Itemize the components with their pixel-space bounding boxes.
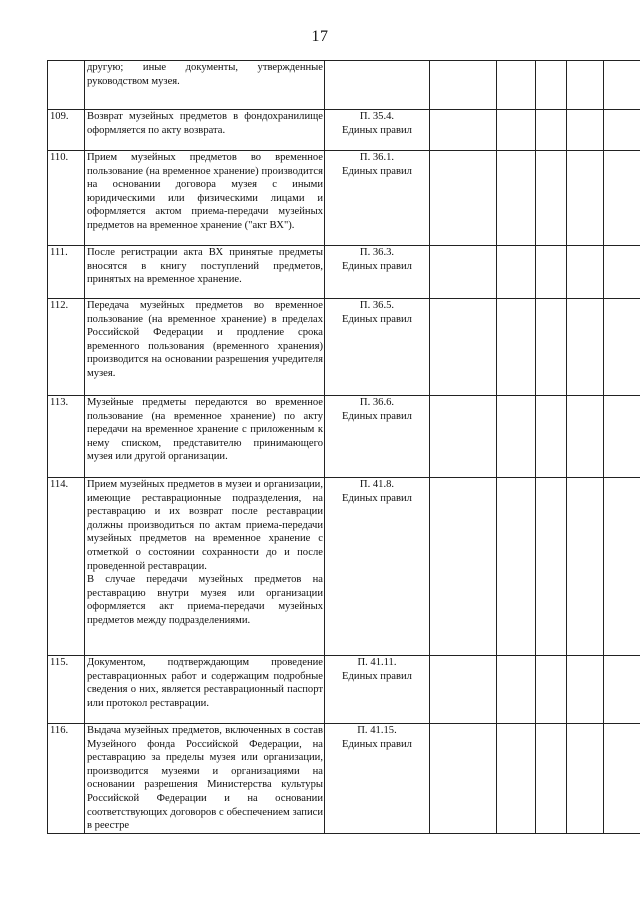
requirement-paragraph: Передача музейных предметов во временное пользование (на временное хранение) в пределах Российской Федерации и продление срока временного пользования (временного хранения) производится на основании разрешения учредителя музея. <box>87 300 323 379</box>
requirement-paragraph: После регистрации акта ВХ принятые предметы вносятся в книгу поступлений предметов, принятых на временное хранение. <box>87 247 323 286</box>
empty-cell <box>430 396 497 478</box>
table-row <box>48 396 640 478</box>
empty-cell <box>430 151 497 246</box>
empty-cell <box>536 246 567 299</box>
requirement-text <box>85 656 325 724</box>
row-number: 114. <box>48 478 85 656</box>
row-number: 115. <box>48 656 85 724</box>
empty-cell <box>497 110 536 151</box>
table-row <box>48 151 640 246</box>
requirement-text <box>85 110 325 151</box>
empty-cell <box>497 299 536 396</box>
requirement-paragraph: Прием музейных предметов в музеи и организации, имеющие реставрационные подразделения, на реставрацию и их возврат после реставрации должны производиться по актам приема-передачи музейных предметов на временное хранение с отметкой о состоянии сохранности до и после проведенной реставрации. <box>87 479 323 572</box>
table-row <box>48 656 640 724</box>
empty-cell <box>430 246 497 299</box>
empty-cell <box>430 299 497 396</box>
empty-cell <box>604 246 640 299</box>
empty-cell <box>536 396 567 478</box>
empty-cell <box>536 478 567 656</box>
requirement-text <box>85 61 325 110</box>
requirement-text <box>85 246 325 299</box>
empty-cell <box>604 478 640 656</box>
legal-reference: П. 35.4. Единых правил <box>325 110 430 151</box>
row-number: 113. <box>48 396 85 478</box>
legal-reference: П. 36.3. Единых правил <box>325 246 430 299</box>
empty-cell <box>430 61 497 110</box>
empty-cell <box>497 478 536 656</box>
legal-reference: П. 41.8. Единых правил <box>325 478 430 656</box>
row-number: 109. <box>48 110 85 151</box>
empty-cell <box>497 61 536 110</box>
empty-cell <box>604 110 640 151</box>
legal-reference: П. 41.15. Единых правил <box>325 724 430 834</box>
empty-cell <box>567 61 604 110</box>
requirement-paragraph: В случае передачи музейных предметов на реставрацию внутри музея или организации оформляется акт приема-передачи музейных предметов между подразделениями. <box>87 574 323 626</box>
table-row <box>48 61 640 110</box>
empty-cell <box>536 724 567 834</box>
row-number: 116. <box>48 724 85 834</box>
row-number: 111. <box>48 246 85 299</box>
empty-cell <box>604 151 640 246</box>
empty-cell <box>497 246 536 299</box>
page-number: 17 <box>311 28 329 45</box>
row-number: 110. <box>48 151 85 246</box>
requirement-paragraph: Документом, подтверждающим проведение реставрационных работ и содержащим подробные сведения о них, является реставрационный паспорт или протокол реставрации. <box>87 657 323 709</box>
row-number <box>48 61 85 110</box>
empty-cell <box>604 61 640 110</box>
requirement-paragraph: Выдача музейных предметов, включенных в состав Музейного фонда Российской Федерации, на реставрацию за пределы музея или организации, производится музеями и организациями на основании разрешения Министерства культуры Российской Федерации и на основании соответствующих договоров с обеспечением записи в реестре <box>87 725 323 832</box>
empty-cell <box>604 299 640 396</box>
empty-cell <box>604 724 640 834</box>
empty-cell <box>497 724 536 834</box>
table-row <box>48 724 640 834</box>
requirement-text <box>85 478 325 656</box>
requirement-paragraph: Прием музейных предметов во временное пользование (на временное хранение) производится на основании договора музея с иными юридическими или физическими лицами и оформляется актом приема-передачи музейных предметов на временное хранение ("акт ВХ"). <box>87 152 323 231</box>
empty-cell <box>536 61 567 110</box>
row-number: 112. <box>48 299 85 396</box>
empty-cell <box>536 656 567 724</box>
empty-cell <box>567 656 604 724</box>
table-row <box>48 246 640 299</box>
empty-cell <box>430 110 497 151</box>
legal-reference: П. 36.1. Единых правил <box>325 151 430 246</box>
empty-cell <box>497 396 536 478</box>
empty-cell <box>567 299 604 396</box>
empty-cell <box>497 656 536 724</box>
table-row <box>48 299 640 396</box>
table-row <box>48 478 640 656</box>
requirement-text <box>85 151 325 246</box>
legal-reference: П. 36.5. Единых правил <box>325 299 430 396</box>
requirements-table <box>47 60 640 834</box>
empty-cell <box>430 656 497 724</box>
empty-cell <box>430 724 497 834</box>
requirement-text <box>85 299 325 396</box>
empty-cell <box>430 478 497 656</box>
empty-cell <box>567 478 604 656</box>
legal-reference: П. 36.6. Единых правил <box>325 396 430 478</box>
requirement-text <box>85 396 325 478</box>
empty-cell <box>567 110 604 151</box>
requirement-paragraph: Возврат музейных предметов в фондохранилище оформляется по акту возврата. <box>87 111 323 136</box>
requirement-paragraph: другую; иные документы, утвержденные руководством музея. <box>87 62 323 87</box>
empty-cell <box>567 246 604 299</box>
empty-cell <box>536 151 567 246</box>
requirement-paragraph: Музейные предметы передаются во временное пользование (на временное хранение) по акту передачи на временное хранение с приложенным к нему списком, представителю принимающего музея или другой организации. <box>87 397 323 463</box>
empty-cell <box>536 299 567 396</box>
empty-cell <box>604 396 640 478</box>
requirement-text <box>85 724 325 834</box>
legal-reference: П. 41.11. Единых правил <box>325 656 430 724</box>
empty-cell <box>536 110 567 151</box>
empty-cell <box>497 151 536 246</box>
legal-reference <box>325 61 430 110</box>
table-row <box>48 110 640 151</box>
empty-cell <box>604 656 640 724</box>
empty-cell <box>567 151 604 246</box>
empty-cell <box>567 396 604 478</box>
empty-cell <box>567 724 604 834</box>
